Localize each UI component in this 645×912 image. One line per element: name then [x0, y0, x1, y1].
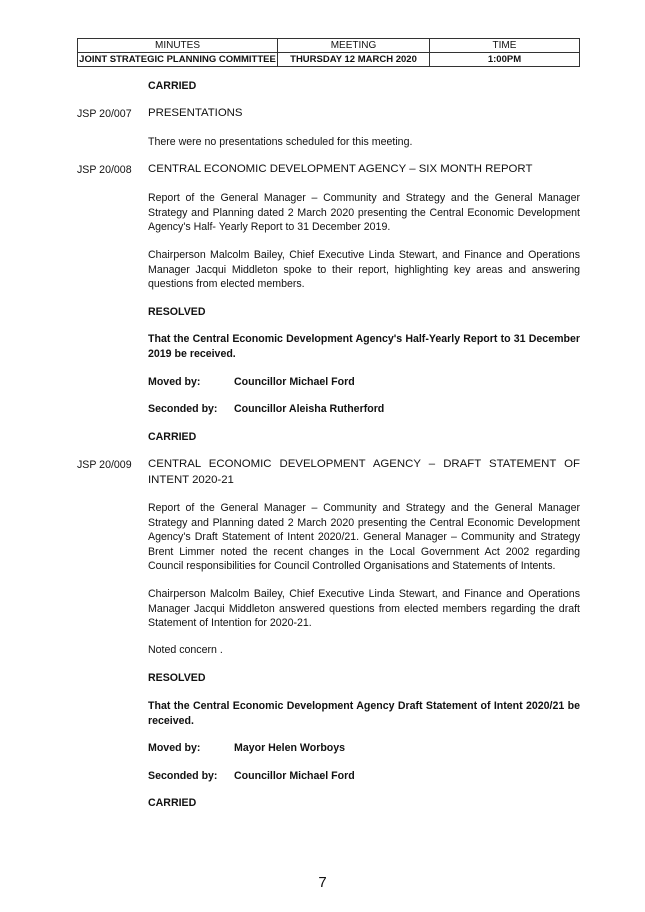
item-008-paragraph-2: Chairperson Malcolm Bailey, Chief Executive Linda Stewart, and Finance and Operations Manager Jacqui Middleton spoke to their report, highlighting key areas and answering questions from elected members.: [148, 249, 580, 291]
minutes-header-table: [77, 38, 580, 67]
item-009-paragraph-1: Report of the General Manager – Community and Strategy and the General Manager Strategy and Planning dated 2 March 2020 presenting the Central Economic Development Agency's Draft Statement of Intent 2020/21. General Manager – Community and Strategy Brent Limmer noted the recent changes in the Local Government Act 2002 regarding Council responsibilities for Council Controlled Organisations and Statements of Intents.: [148, 502, 580, 573]
header-minutes-label: MINUTES: [78, 39, 278, 53]
item-008-seconded-label: Seconded by:: [148, 403, 218, 415]
item-009-carried: CARRIED: [148, 797, 197, 809]
item-008-paragraph-1: Report of the General Manager – Community and Strategy and the General Manager Strategy and Planning dated 2 March 2020 presenting the Central Economic Development Agency's Half- Yearly Report to 31 December 2019.: [148, 192, 580, 234]
item-008-number: JSP 20/008: [77, 164, 132, 176]
item-008-moved-value: Councillor Michael Ford: [234, 376, 355, 388]
item-009-resolution: That the Central Economic Development Agency Draft Statement of Intent 2020/21 be received.: [148, 700, 580, 727]
item-008-seconded-value: Councillor Aleisha Rutherford: [234, 403, 385, 415]
header-meeting-time: 1:00PM: [430, 53, 580, 67]
item-009-paragraph-2: Chairperson Malcolm Bailey, Chief Executive Linda Stewart, and Finance and Operations Manager Jacqui Middleton answered questions from elected members regarding the draft Statement of Intention for 2020-21.: [148, 588, 580, 630]
carried-top: CARRIED: [148, 80, 197, 92]
header-meeting-label: MEETING: [278, 39, 430, 53]
header-committee-name: JOINT STRATEGIC PLANNING COMMITTEE: [79, 54, 276, 65]
item-009-resolved: RESOLVED: [148, 672, 206, 684]
item-009-paragraph-3: Noted concern .: [148, 644, 223, 656]
item-008-moved-label: Moved by:: [148, 376, 201, 388]
item-007-text: There were no presentations scheduled for this meeting.: [148, 136, 413, 148]
item-008-title: CENTRAL ECONOMIC DEVELOPMENT AGENCY – SIX MONTH REPORT: [148, 163, 533, 175]
header-time-label: TIME: [430, 39, 580, 53]
item-007-number: JSP 20/007: [77, 108, 132, 120]
header-meeting-date: THURSDAY 12 MARCH 2020: [278, 53, 430, 67]
item-009-title: CENTRAL ECONOMIC DEVELOPMENT AGENCY – DRAFT STATEMENT OF INTENT 2020-21: [148, 458, 580, 486]
item-009-moved-value: Mayor Helen Worboys: [234, 742, 346, 754]
item-008-carried: CARRIED: [148, 431, 197, 443]
item-009-moved-label: Moved by:: [148, 742, 201, 754]
item-009-seconded-value: Councillor Michael Ford: [234, 770, 355, 782]
page-number: 7: [318, 874, 327, 891]
item-008-resolved: RESOLVED: [148, 306, 206, 318]
item-009-number: JSP 20/009: [77, 459, 132, 471]
item-008-resolution: That the Central Economic Development Agency's Half-Yearly Report to 31 December 2019 be received.: [148, 333, 580, 360]
item-009-seconded-label: Seconded by:: [148, 770, 218, 782]
item-007-title: PRESENTATIONS: [148, 107, 243, 119]
